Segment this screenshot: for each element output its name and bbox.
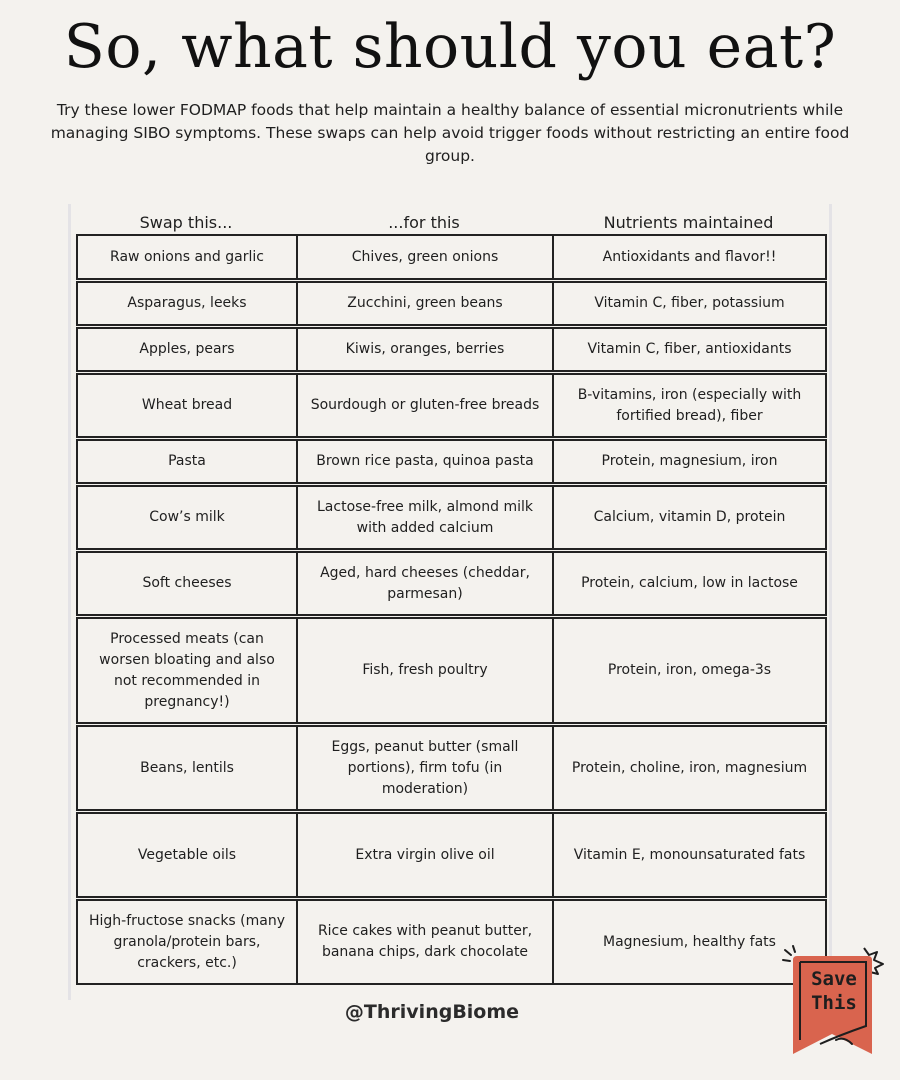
save-this-label: Save This	[811, 968, 857, 1014]
replacement-cell: Brown rice pasta, quinoa pasta	[297, 440, 553, 483]
table-row	[77, 618, 826, 723]
swap-cell: High-fructose snacks (many granola/protein bars, crackers, etc.)	[77, 900, 297, 984]
swap-cell: Soft cheeses	[77, 552, 297, 615]
table-row	[77, 440, 826, 483]
replacement-cell: Eggs, peanut butter (small portions), firm tofu (in moderation)	[297, 726, 553, 810]
swap-cell: Beans, lentils	[77, 726, 297, 810]
replacement-cell: Chives, green onions	[297, 235, 553, 279]
replacement-cell: Lactose-free milk, almond milk with added calcium	[297, 486, 553, 549]
swap-cell: Asparagus, leeks	[77, 282, 297, 325]
nutrients-cell: Vitamin E, monounsaturated fats	[553, 813, 826, 897]
replacement-cell: Kiwis, oranges, berries	[297, 328, 553, 371]
column-header-for: ...for this	[388, 213, 460, 232]
intro-text: Try these lower FODMAP foods that help maintain a healthy balance of essential micronutrients while managing SIBO symptoms. These swaps can help avoid trigger foods without restricting an entire food group.	[50, 101, 850, 165]
column-header-swap: Swap this...	[139, 213, 233, 232]
nutrients-cell: Antioxidants and flavor!!	[553, 235, 826, 279]
nutrients-cell: Protein, iron, omega-3s	[553, 618, 826, 723]
table-row	[77, 900, 826, 984]
replacement-cell: Rice cakes with peanut butter, banana chips, dark chocolate	[297, 900, 553, 984]
table-row	[77, 486, 826, 549]
swap-cell: Cow’s milk	[77, 486, 297, 549]
swap-cell: Wheat bread	[77, 374, 297, 437]
swap-cell: Processed meats (can worsen bloating and also not recommended in pregnancy!)	[77, 618, 297, 723]
nutrients-cell: B-vitamins, iron (especially with fortified bread), fiber	[553, 374, 826, 437]
replacement-cell: Sourdough or gluten-free breads	[297, 374, 553, 437]
swap-cell: Raw onions and garlic	[77, 235, 297, 279]
column-header-nutrients: Nutrients maintained	[603, 213, 774, 232]
nutrients-cell: Vitamin C, fiber, potassium	[553, 282, 826, 325]
swap-cell: Apples, pears	[77, 328, 297, 371]
table-row	[77, 813, 826, 897]
swap-cell: Pasta	[77, 440, 297, 483]
nutrients-cell: Protein, magnesium, iron	[553, 440, 826, 483]
swap-cell: Vegetable oils	[77, 813, 297, 897]
nutrients-cell: Protein, calcium, low in lactose	[553, 552, 826, 615]
nutrients-cell: Vitamin C, fiber, antioxidants	[553, 328, 826, 371]
table-row	[77, 374, 826, 437]
replacement-cell: Zucchini, green beans	[297, 282, 553, 325]
table-row	[77, 726, 826, 810]
nutrients-cell: Magnesium, healthy fats	[553, 900, 826, 984]
replacement-cell: Aged, hard cheeses (cheddar, parmesan)	[297, 552, 553, 615]
nutrients-cell: Calcium, vitamin D, protein	[553, 486, 826, 549]
table-row	[77, 235, 826, 279]
swap-table	[76, 234, 827, 985]
table-row	[77, 282, 826, 325]
nutrients-cell: Protein, choline, iron, magnesium	[553, 726, 826, 810]
author-handle: @ThrivingBiome	[344, 1001, 520, 1023]
page-title: So, what should you eat?	[63, 12, 837, 82]
table-row	[77, 552, 826, 615]
replacement-cell: Fish, fresh poultry	[297, 618, 553, 723]
replacement-cell: Extra virgin olive oil	[297, 813, 553, 897]
table-row	[77, 328, 826, 371]
